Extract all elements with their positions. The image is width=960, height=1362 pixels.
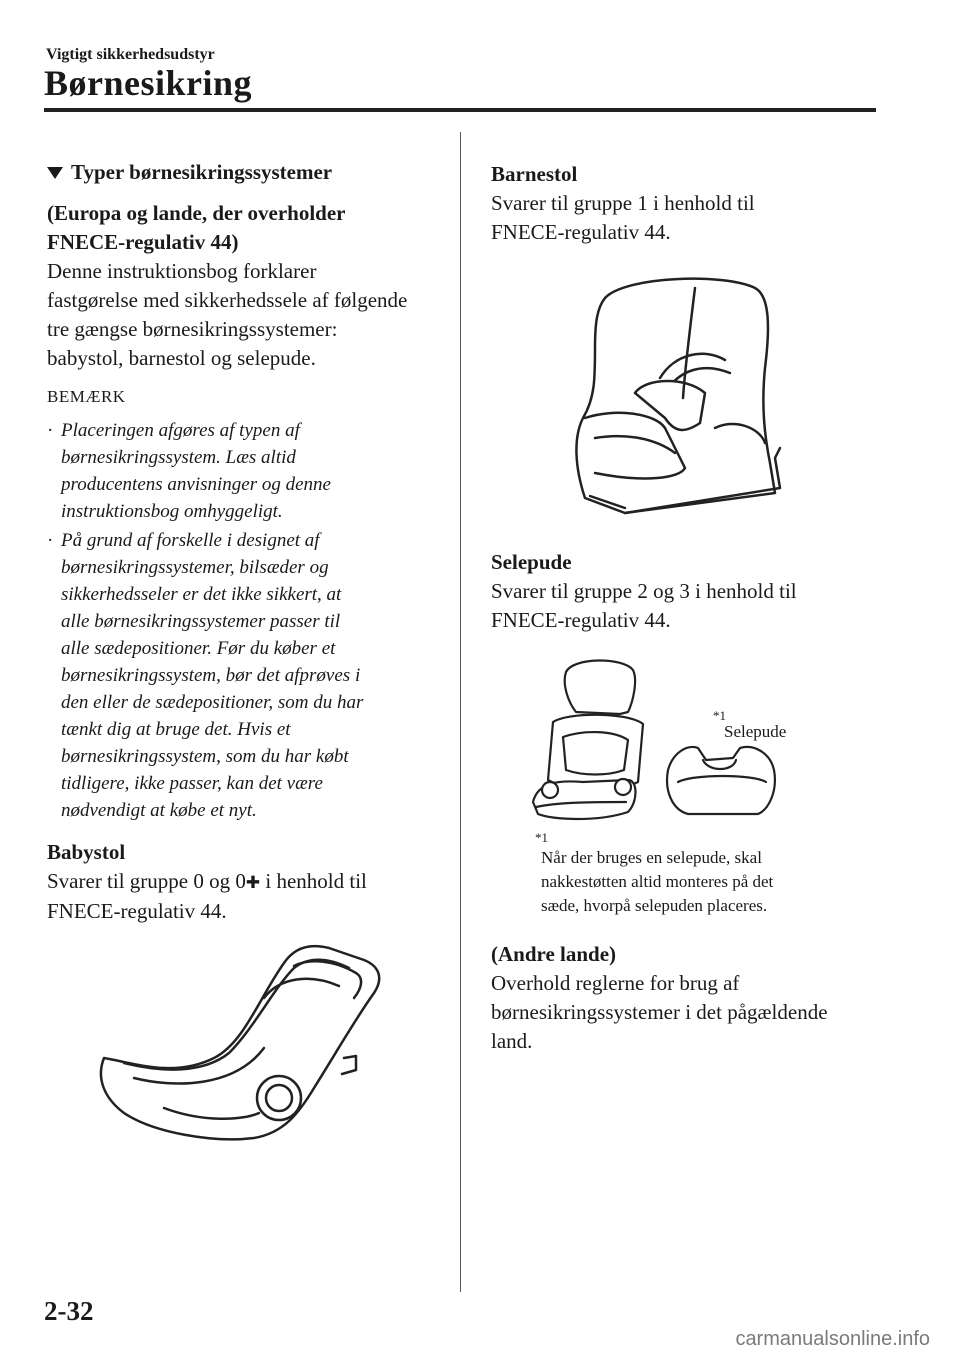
- other-line: børnesikringssystemer i det pågældende: [491, 1000, 828, 1024]
- page-number: 2-32: [44, 1296, 94, 1326]
- selepude-text: [491, 577, 891, 635]
- note-line: den eller de sædepositioner, som du har: [61, 692, 364, 713]
- note-title: BEMÆRK: [47, 387, 126, 406]
- note-line: Placeringen afgøres af typen af: [61, 420, 300, 441]
- barnestol-text: [491, 189, 891, 247]
- plus-icon: ✚: [245, 873, 261, 892]
- note-line: instruktionsbog omhyggeligt.: [61, 501, 283, 522]
- other-line: land.: [491, 1029, 533, 1053]
- other-heading: (Andre lande): [491, 942, 617, 966]
- other-countries-section: [491, 940, 891, 1056]
- intro-paragraph: [47, 257, 447, 373]
- intro-line: tre gængse børnesikringssystemer:: [47, 317, 338, 341]
- bullet-dot-icon: ·: [47, 530, 54, 551]
- babystol-line-1: [47, 867, 447, 897]
- watermark: carmanualsonline.info: [735, 1328, 930, 1350]
- note-line: alle børnesikringssystemer passer til: [61, 611, 341, 632]
- section-label: Vigtigt sikkerhedsudstyr: [46, 46, 215, 63]
- fig-marker: *1: [713, 708, 726, 723]
- note-bullet: [47, 417, 447, 525]
- babystol-line-1-b: i henhold til: [260, 869, 367, 893]
- section-heading: [47, 160, 447, 185]
- note-line: børnesikringssystem, bør det afprøves i: [61, 665, 361, 686]
- babystol-text: [47, 867, 447, 926]
- header-rule: [44, 108, 876, 112]
- note-line: tidligere, ikke passer, kan det være: [61, 773, 323, 794]
- section-heading-text: Typer børnesikringssystemer: [71, 160, 333, 184]
- babystol-heading: Babystol: [47, 840, 126, 864]
- selepude-line: FNECE-regulativ 44.: [491, 608, 671, 632]
- note-line: børnesikringssystem. Læs altid: [61, 447, 296, 468]
- triangle-marker-icon: [47, 167, 63, 179]
- barnestol-line: FNECE-regulativ 44.: [491, 220, 671, 244]
- note-line: sikkerhedsseler er det ikke sikkert, at: [61, 584, 342, 605]
- europe-heading-line-2: FNECE-regulativ 44): [47, 230, 239, 254]
- child-seat-illustration: [565, 268, 789, 520]
- barnestol-heading: Barnestol: [491, 162, 578, 186]
- note-list: [47, 417, 447, 824]
- intro-line: fastgørelse med sikkerhedssele af følgende: [47, 288, 408, 312]
- note-line: tænkt dig at bruge det. Hvis et: [61, 719, 291, 740]
- intro-line: Denne instruktionsbog forklarer: [47, 259, 317, 283]
- note-line: producentens anvisninger og denne: [61, 474, 331, 495]
- babystol-line-1-a: Svarer til gruppe 0 og 0: [47, 869, 246, 893]
- note-line: alle sædepositioner. Før du køber et: [61, 638, 336, 659]
- column-divider: [460, 132, 461, 1292]
- note-line: børnesikringssystem, som du har købt: [61, 746, 349, 767]
- fig-label-selepude: Selepude: [724, 722, 787, 741]
- note-line: På grund af forskelle i designet af: [61, 530, 320, 551]
- left-column: [47, 160, 447, 926]
- selepude-heading: Selepude: [491, 550, 572, 574]
- selepude-line: Svarer til gruppe 2 og 3 i henhold til: [491, 579, 797, 603]
- other-text: [491, 969, 891, 1056]
- intro-line: babystol, barnestol og selepude.: [47, 346, 316, 370]
- other-line: Overhold reglerne for brug af: [491, 971, 740, 995]
- selepude-section: [491, 548, 891, 635]
- note-bullet: [47, 527, 447, 824]
- footnote-line: nakkestøtten altid monteres på det: [541, 872, 774, 891]
- bullet-dot-icon: ·: [47, 420, 54, 441]
- note-line: nødvendigt at købe et nyt.: [61, 800, 257, 821]
- footnote-line: Når der bruges en selepude, skal: [541, 848, 762, 867]
- note-line: børnesikringssystemer, bilsæder og: [61, 557, 329, 578]
- babystol-line-2: FNECE-regulativ 44.: [47, 899, 227, 923]
- infant-carrier-illustration: [94, 938, 394, 1148]
- footnote: [541, 846, 871, 918]
- barnestol-line: Svarer til gruppe 1 i henhold til: [491, 191, 755, 215]
- page-title: Børnesikring: [44, 63, 253, 103]
- footnote-marker: *1: [535, 830, 548, 845]
- right-column: [491, 160, 891, 247]
- europe-heading-line-1: (Europa og lande, der overholder: [47, 201, 346, 225]
- footnote-line: sæde, hvorpå selepuden placeres.: [541, 896, 768, 915]
